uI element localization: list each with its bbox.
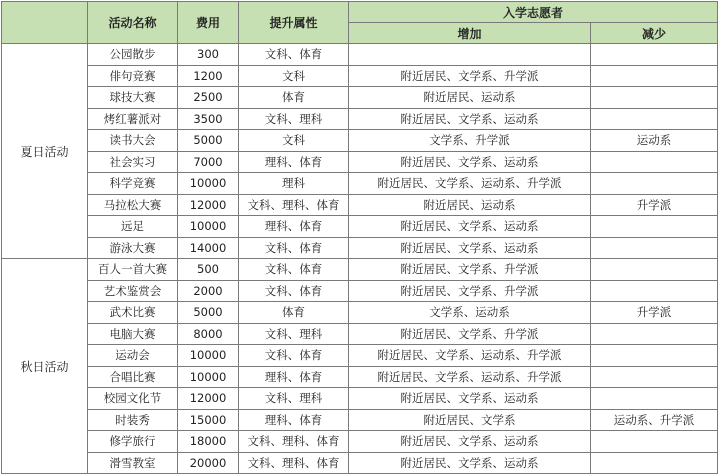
table-row	[2, 259, 718, 281]
attribute-cell: 文科	[239, 65, 349, 87]
activity-table	[1, 1, 718, 474]
increase-cell: 附近居民、文学系、运动系	[349, 431, 591, 453]
fee-cell: 500	[178, 259, 239, 281]
table-row	[2, 130, 718, 152]
attribute-cell: 理科、体育	[239, 409, 349, 431]
attribute-cell: 文科、理科、体育	[239, 194, 349, 216]
decrease-cell	[591, 452, 718, 474]
increase-cell: 附近居民、文学系、运动系	[349, 216, 591, 238]
header-decrease: 减少	[591, 23, 718, 44]
fee-cell: 10000	[178, 173, 239, 195]
fee-cell: 300	[178, 44, 239, 66]
attribute-cell: 文科、理科、体育	[239, 452, 349, 474]
fee-cell: 3500	[178, 108, 239, 130]
table-row	[2, 151, 718, 173]
increase-cell: 文学系、升学派	[349, 130, 591, 152]
table-row	[2, 388, 718, 410]
activity-name-cell: 电脑大赛	[88, 323, 178, 345]
attribute-cell: 文科	[239, 130, 349, 152]
activity-name-cell: 远足	[88, 216, 178, 238]
table-body	[2, 44, 718, 474]
increase-cell: 附近居民、文学系、运动系、升学派	[349, 173, 591, 195]
fee-cell: 15000	[178, 409, 239, 431]
decrease-cell	[591, 366, 718, 388]
attribute-cell: 文科、理科、体育	[239, 431, 349, 453]
table-row	[2, 409, 718, 431]
increase-cell: 附近居民、文学系、运动系	[349, 388, 591, 410]
decrease-cell	[591, 65, 718, 87]
activity-name-cell: 俳句竞赛	[88, 65, 178, 87]
fee-cell: 12000	[178, 388, 239, 410]
increase-cell: 附近居民、文学系、运动系	[349, 151, 591, 173]
attribute-cell: 文科、体育	[239, 44, 349, 66]
fee-cell: 10000	[178, 366, 239, 388]
increase-cell: 附近居民、文学系、运动系、升学派	[349, 345, 591, 367]
increase-cell: 附近居民、运动系	[349, 194, 591, 216]
fee-cell: 20000	[178, 452, 239, 474]
fee-cell: 14000	[178, 237, 239, 259]
fee-cell: 2000	[178, 280, 239, 302]
table-row	[2, 108, 718, 130]
fee-cell: 10000	[178, 345, 239, 367]
decrease-cell	[591, 259, 718, 281]
fee-cell: 10000	[178, 216, 239, 238]
attribute-cell: 文科、体育	[239, 259, 349, 281]
decrease-cell	[591, 216, 718, 238]
table-row	[2, 302, 718, 324]
activity-name-cell: 社会实习	[88, 151, 178, 173]
activity-name-cell: 武术比赛	[88, 302, 178, 324]
table-row	[2, 345, 718, 367]
fee-cell: 5000	[178, 302, 239, 324]
table-row	[2, 452, 718, 474]
increase-cell: 附近居民、文学系、运动系	[349, 237, 591, 259]
header-activity-name: 活动名称	[88, 2, 178, 44]
increase-cell: 文学系、运动系	[349, 302, 591, 324]
increase-cell: 附近居民、文学系、升学派	[349, 259, 591, 281]
fee-cell: 12000	[178, 194, 239, 216]
fee-cell: 7000	[178, 151, 239, 173]
table-row	[2, 173, 718, 195]
decrease-cell	[591, 345, 718, 367]
attribute-cell: 理科、体育	[239, 151, 349, 173]
activity-name-cell: 修学旅行	[88, 431, 178, 453]
fee-cell: 2500	[178, 87, 239, 109]
attribute-cell: 理科、体育	[239, 216, 349, 238]
decrease-cell: 升学派	[591, 302, 718, 324]
table-row	[2, 44, 718, 66]
header-fee: 费用	[178, 2, 239, 44]
season-cell: 秋日活动	[2, 259, 88, 474]
table-row	[2, 431, 718, 453]
attribute-cell: 理科、体育	[239, 366, 349, 388]
increase-cell: 附近居民、文学系、升学派	[349, 280, 591, 302]
header-volunteer: 入学志愿者	[349, 2, 718, 23]
activity-name-cell: 百人一首大赛	[88, 259, 178, 281]
table-row	[2, 216, 718, 238]
increase-cell: 附近居民、文学系	[349, 409, 591, 431]
decrease-cell	[591, 388, 718, 410]
decrease-cell	[591, 108, 718, 130]
decrease-cell	[591, 237, 718, 259]
activity-name-cell: 时装秀	[88, 409, 178, 431]
table-row	[2, 323, 718, 345]
fee-cell: 5000	[178, 130, 239, 152]
increase-cell	[349, 44, 591, 66]
decrease-cell	[591, 280, 718, 302]
decrease-cell	[591, 87, 718, 109]
attribute-cell: 体育	[239, 87, 349, 109]
table-row	[2, 237, 718, 259]
increase-cell: 附近居民、文学系、升学派	[349, 323, 591, 345]
attribute-cell: 理科	[239, 173, 349, 195]
activity-name-cell: 艺术鉴赏会	[88, 280, 178, 302]
increase-cell: 附近居民、文学系、运动系	[349, 108, 591, 130]
increase-cell: 附近居民、运动系	[349, 87, 591, 109]
activity-name-cell: 校园文化节	[88, 388, 178, 410]
decrease-cell: 运动系、升学派	[591, 409, 718, 431]
activity-name-cell: 烤红薯派对	[88, 108, 178, 130]
attribute-cell: 文科、体育	[239, 237, 349, 259]
table-row	[2, 65, 718, 87]
decrease-cell	[591, 173, 718, 195]
activity-name-cell: 科学竞赛	[88, 173, 178, 195]
activity-name-cell: 合唱比赛	[88, 366, 178, 388]
fee-cell: 8000	[178, 323, 239, 345]
decrease-cell	[591, 431, 718, 453]
increase-cell: 附近居民、文学系、运动系	[349, 452, 591, 474]
attribute-cell: 体育	[239, 302, 349, 324]
activity-name-cell: 读书大会	[88, 130, 178, 152]
attribute-cell: 文科、理科	[239, 388, 349, 410]
activity-name-cell: 滑雪教室	[88, 452, 178, 474]
activity-name-cell: 公园散步	[88, 44, 178, 66]
activity-name-cell: 马拉松大赛	[88, 194, 178, 216]
decrease-cell	[591, 323, 718, 345]
activity-name-cell: 运动会	[88, 345, 178, 367]
season-cell: 夏日活动	[2, 44, 88, 259]
activity-name-cell: 球技大赛	[88, 87, 178, 109]
attribute-cell: 文科、理科	[239, 108, 349, 130]
attribute-cell: 文科、体育	[239, 280, 349, 302]
activity-name-cell: 游泳大赛	[88, 237, 178, 259]
header-increase: 增加	[349, 23, 591, 44]
table-row	[2, 194, 718, 216]
table-row	[2, 280, 718, 302]
table-row	[2, 366, 718, 388]
decrease-cell	[591, 151, 718, 173]
fee-cell: 18000	[178, 431, 239, 453]
attribute-cell: 文科、体育	[239, 345, 349, 367]
header-blank	[2, 2, 88, 44]
header-row-top	[2, 2, 718, 23]
table-row	[2, 87, 718, 109]
decrease-cell: 升学派	[591, 194, 718, 216]
attribute-cell: 文科、理科	[239, 323, 349, 345]
header-attribute: 提升属性	[239, 2, 349, 44]
decrease-cell	[591, 44, 718, 66]
increase-cell: 附近居民、文学系、升学派	[349, 65, 591, 87]
increase-cell: 附近居民、文学系、运动系、升学派	[349, 366, 591, 388]
fee-cell: 1200	[178, 65, 239, 87]
decrease-cell: 运动系	[591, 130, 718, 152]
